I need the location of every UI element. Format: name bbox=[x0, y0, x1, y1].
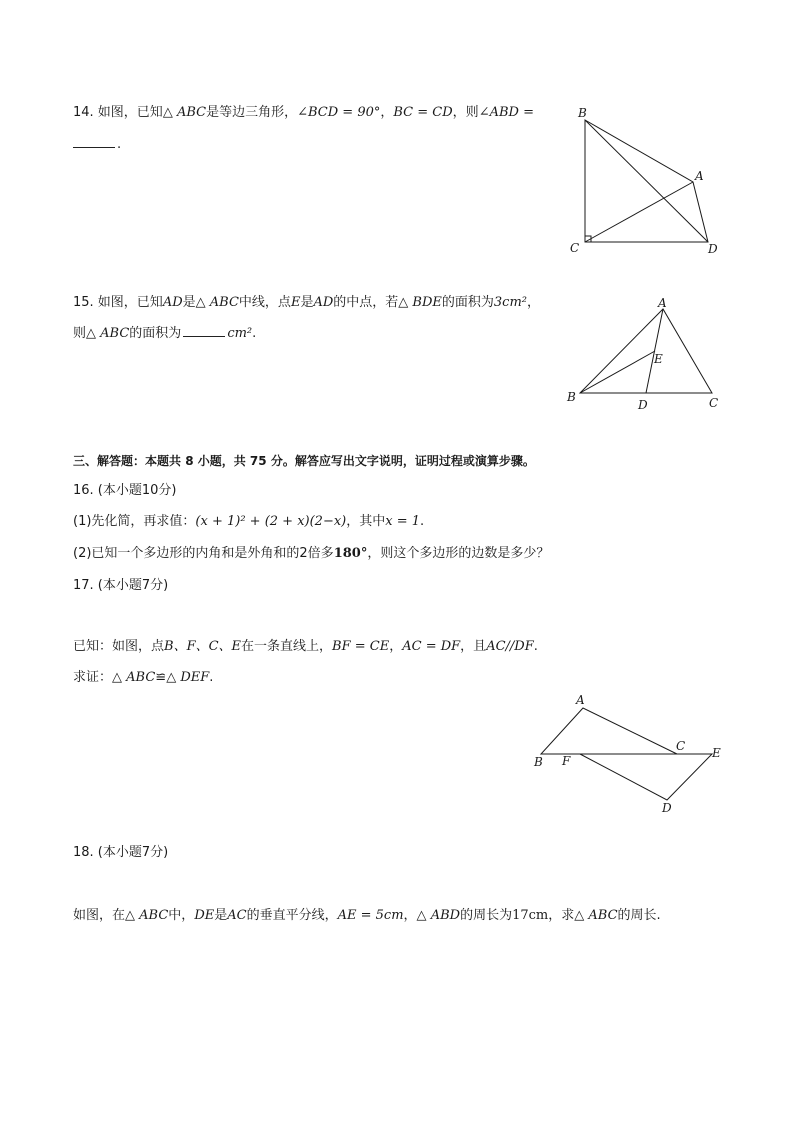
q16-part1: (1)先化简，再求值：(x + 1)² + (2 + x)(2−x)，其中x = 1. bbox=[73, 514, 425, 529]
q15-segment-BE bbox=[580, 351, 655, 393]
q15-label-D: D bbox=[638, 398, 648, 412]
q14-segment-CA bbox=[585, 182, 693, 242]
q17-label-C: C bbox=[676, 739, 686, 753]
q15-label-A: A bbox=[658, 296, 667, 310]
q17-triangle-ABC bbox=[541, 708, 677, 754]
q14-segment-BD bbox=[585, 120, 708, 242]
q15-figure bbox=[560, 295, 735, 415]
q14-line1: 14. 如图，已知△ ABC是等边三角形，∠BCD = 90°，BC = CD，则∠ABD = bbox=[73, 105, 534, 120]
q15-triangle bbox=[580, 309, 712, 393]
q15-label-C: C bbox=[709, 396, 719, 410]
q17-label-B: B bbox=[534, 755, 543, 769]
q17-given: 已知：如图，点B、F、C、E在一条直线上，BF = CE，AC = DF，且AC//DF. bbox=[73, 639, 538, 654]
q17-label-D: D bbox=[662, 801, 672, 815]
q18-statement: 如图，在△ ABC中，DE是AC的垂直平分线，AE = 5cm，△ ABD的周长为17cm，求△ ABC的周长. bbox=[73, 908, 661, 923]
q17-heading: 17. (本小题7分) bbox=[73, 578, 169, 593]
q17-triangle-DEF bbox=[580, 754, 712, 800]
q15-line1: 15. 如图，已知AD是△ ABC中线，点E是AD的中点，若△ BDE的面积为3cm²， bbox=[73, 295, 541, 310]
q15-label-B: B bbox=[567, 390, 576, 404]
section-3-header: 三、解答题：本题共 8 小题，共 75 分。解答应写出文字说明，证明过程或演算步骤。 bbox=[73, 454, 535, 468]
q15-line2: 则△ ABC的面积为 cm². bbox=[73, 326, 257, 341]
q14-line2: . bbox=[73, 135, 121, 155]
q14-label-B: B bbox=[578, 106, 587, 120]
answer-blank[interactable] bbox=[183, 324, 225, 337]
q14-label-D: D bbox=[708, 242, 718, 256]
q17-prove: 求证：△ ABC≌△ DEF. bbox=[73, 670, 214, 685]
q17-label-A: A bbox=[576, 693, 585, 707]
q17-label-E: E bbox=[712, 746, 721, 760]
q14-label-C: C bbox=[570, 241, 580, 255]
q16-part2: (2)已知一个多边形的内角和是外角和的2倍多180°，则这个多边形的边数是多少？ bbox=[73, 546, 550, 561]
q14-figure bbox=[560, 100, 730, 260]
q17-label-F: F bbox=[562, 754, 571, 768]
answer-blank[interactable] bbox=[73, 135, 115, 148]
q14-label-A: A bbox=[695, 169, 704, 183]
q15-label-E: E bbox=[654, 352, 663, 366]
q18-heading: 18. (本小题7分) bbox=[73, 845, 169, 860]
q16-heading: 16. (本小题10分) bbox=[73, 483, 177, 498]
q17-figure bbox=[525, 690, 735, 820]
